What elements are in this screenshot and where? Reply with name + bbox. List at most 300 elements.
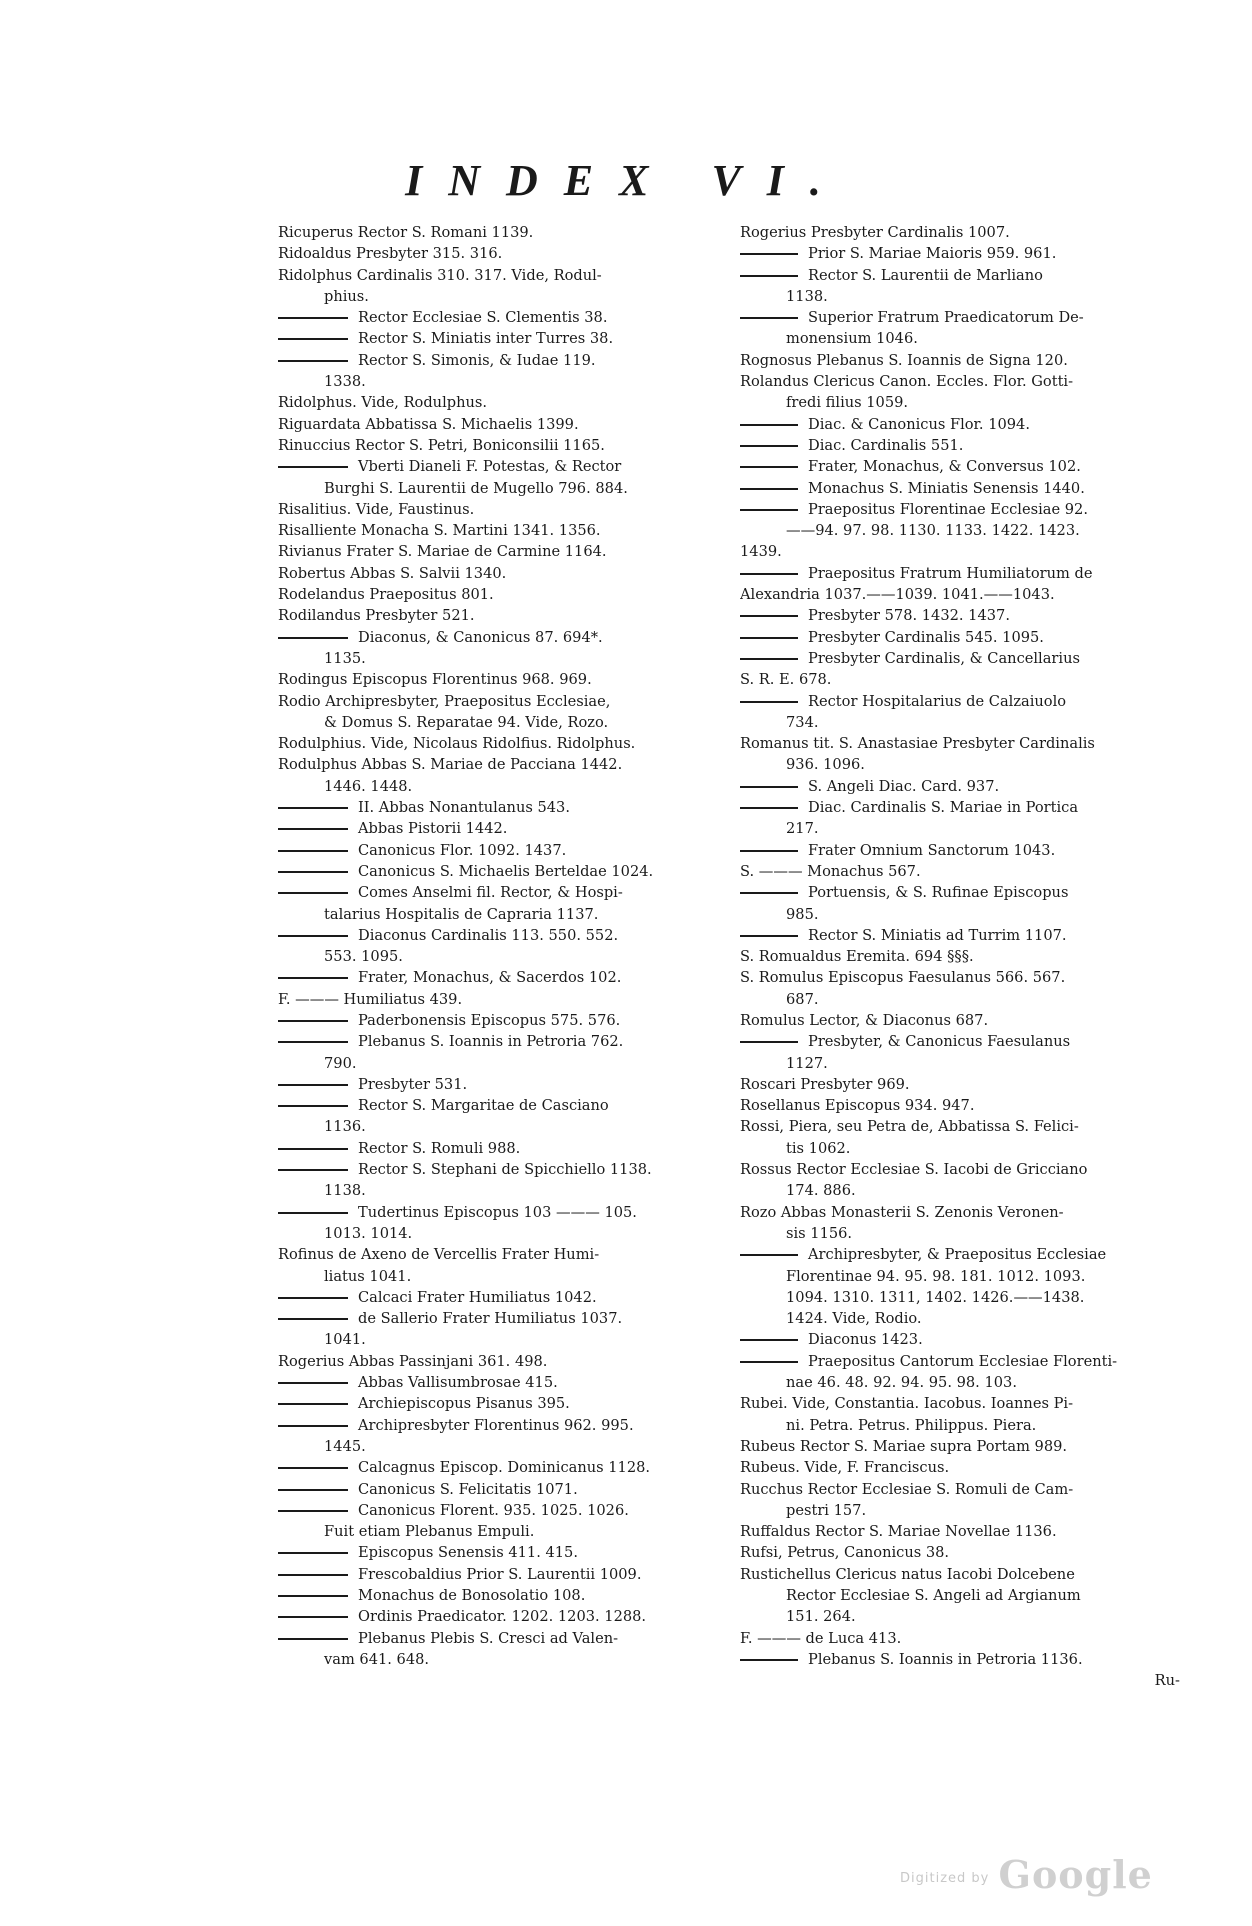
index-entry — [278, 350, 718, 371]
index-entry-text: 1338. — [324, 373, 366, 391]
index-entry-text: Florentinae 94. 95. 98. 181. 1012. 1093. — [786, 1267, 1086, 1285]
ditto-rule — [740, 573, 798, 575]
index-entry-text: 217. — [786, 820, 819, 838]
index-entry — [740, 776, 1180, 797]
index-entry-text: 1138. — [786, 287, 828, 305]
index-entry — [278, 1266, 718, 1287]
index-entry-text: Risalliente Monacha S. Martini 1341. 1356. — [278, 522, 601, 540]
ditto-rule — [278, 1084, 348, 1086]
index-entry-text: 985. — [786, 905, 819, 923]
index-entry — [740, 1585, 1180, 1606]
ditto-rule — [740, 253, 798, 255]
index-entry-text: Rossi, Piera, seu Petra de, Abbatissa S. Felici- — [740, 1118, 1079, 1136]
index-entry-text: 1136. — [324, 1118, 366, 1136]
index-entry-text: Monachus de Bonosolatio 108. — [358, 1587, 586, 1604]
index-entry-text: 687. — [786, 990, 819, 1008]
index-entry-text: Rucchus Rector Ecclesiae S. Romuli de Cam- — [740, 1480, 1074, 1498]
ditto-rule — [278, 828, 348, 830]
index-entry — [740, 307, 1180, 328]
index-entry — [740, 1479, 1180, 1500]
index-entry-text: Riguardata Abbatissa S. Michaelis 1399. — [278, 415, 579, 433]
index-entry-text: Paderbonensis Episcopus 575. 576. — [358, 1011, 621, 1029]
index-entry-text: Canonicus S. Felicitatis 1071. — [358, 1480, 578, 1498]
watermark-text: Digitized by — [900, 1871, 990, 1886]
index-entry-text: Presbyter 531. — [358, 1075, 468, 1093]
index-entry — [740, 1457, 1180, 1478]
ditto-rule — [740, 850, 798, 852]
index-entry — [740, 499, 1180, 520]
index-entry-text: vam 641. 648. — [324, 1650, 430, 1668]
index-entry-text: Canonicus Flor. 1092. 1437. — [358, 841, 567, 859]
index-entry — [740, 286, 1180, 307]
index-entry — [278, 691, 718, 712]
index-entry-text: Portuensis, & S. Rufinae Episcopus — [808, 884, 1069, 902]
index-entry — [740, 584, 1180, 605]
index-entry-text: Diaconus, & Canonicus 87. 694*. — [358, 628, 603, 646]
index-entry-text: Presbyter 578. 1432. 1437. — [808, 607, 1010, 625]
index-entry-text: Plebanus S. Ioannis in Petroria 1136. — [808, 1650, 1083, 1668]
index-entry-text: phius. — [324, 287, 369, 305]
index-entry-text: Calcagnus Episcop. Dominicanus 1128. — [358, 1459, 651, 1477]
ditto-rule — [740, 445, 798, 447]
index-entry — [740, 1244, 1180, 1265]
index-entry-text: Presbyter Cardinalis 545. 1095. — [808, 628, 1044, 646]
index-entry-text: Calcaci Frater Humiliatus 1042. — [358, 1288, 597, 1306]
index-entry — [278, 989, 718, 1010]
index-entry — [740, 1436, 1180, 1457]
index-entry — [740, 989, 1180, 1010]
index-entry — [740, 1500, 1180, 1521]
index-entry — [278, 818, 718, 839]
index-entry-text: S. R. E. 678. — [740, 671, 832, 689]
index-entry — [740, 1521, 1180, 1542]
index-entry-text: Abbas Vallisumbrosae 415. — [358, 1374, 558, 1392]
index-entry-text: Archipresbyter Florentinus 962. 995. — [358, 1416, 634, 1434]
index-entry — [740, 1308, 1180, 1329]
index-entry-text: S. ——— Monachus 567. — [740, 862, 921, 880]
index-entry-text: Rector Hospitalarius de Calzaiuolo — [808, 692, 1067, 710]
index-entry-text: Risalitius. Vide, Faustinus. — [278, 500, 475, 518]
index-entry-text: 1138. — [324, 1182, 366, 1200]
index-entry — [278, 861, 718, 882]
index-entry — [278, 584, 718, 605]
index-entry — [278, 414, 718, 435]
index-entry — [278, 435, 718, 456]
index-entry-text: Rodulphus Abbas S. Mariae de Pacciana 1442. — [278, 756, 623, 774]
ditto-rule — [278, 360, 348, 362]
index-entry — [740, 1116, 1180, 1137]
index-entry — [278, 1500, 718, 1521]
index-entry — [740, 520, 1180, 541]
index-entry-text: Rufsi, Petrus, Canonicus 38. — [740, 1544, 950, 1562]
ditto-rule — [740, 466, 798, 468]
ditto-rule — [740, 509, 798, 511]
index-entry-text: ni. Petra. Petrus. Philippus. Piera. — [786, 1416, 1037, 1434]
index-entry-text: Rofinus de Axeno de Vercellis Frater Humi- — [278, 1246, 600, 1264]
index-entry — [278, 733, 718, 754]
index-entry-text: sis 1156. — [786, 1224, 853, 1242]
index-entry-text: 1135. — [324, 649, 366, 667]
ditto-rule — [740, 807, 798, 809]
index-entry-text: 790. — [324, 1054, 357, 1072]
ditto-rule — [278, 1510, 348, 1512]
index-entry — [740, 904, 1180, 925]
index-entry-text: Rivianus Frater S. Mariae de Carmine 1164. — [278, 543, 607, 561]
index-entry-text: Robertus Abbas S. Salvii 1340. — [278, 564, 507, 582]
index-entry — [740, 797, 1180, 818]
index-entry — [278, 1074, 718, 1095]
watermark-brand: Google — [998, 1852, 1153, 1897]
index-entry-text: Ridolphus. Vide, Rodulphus. — [278, 394, 488, 412]
digitized-watermark — [900, 1852, 1153, 1897]
index-entry-text: Rector S. Miniatis inter Turres 38. — [358, 330, 614, 348]
index-entry — [278, 1415, 718, 1436]
index-entry — [278, 1308, 718, 1329]
index-entry-text: Burghi S. Laurentii de Mugello 796. 884. — [324, 479, 628, 497]
index-entry-text: Ordinis Praedicator. 1202. 1203. 1288. — [358, 1608, 647, 1626]
index-entry — [740, 925, 1180, 946]
ditto-rule — [278, 871, 348, 873]
index-entry — [278, 627, 718, 648]
index-entry-text: Diaconus 1423. — [808, 1331, 923, 1349]
index-entry — [278, 712, 718, 733]
index-entry — [740, 456, 1180, 477]
index-entry — [740, 1159, 1180, 1180]
index-entry — [740, 414, 1180, 435]
index-entry-text: Canonicus Florent. 935. 1025. 1026. — [358, 1501, 629, 1519]
ditto-rule — [740, 1659, 798, 1661]
index-entry — [278, 669, 718, 690]
index-entry — [740, 861, 1180, 882]
index-entry — [740, 1074, 1180, 1095]
index-entry — [278, 776, 718, 797]
ditto-rule — [740, 317, 798, 319]
index-entry — [278, 1244, 718, 1265]
index-entry — [278, 456, 718, 477]
index-entry — [278, 1351, 718, 1372]
index-entry — [740, 754, 1180, 775]
ditto-rule — [278, 1403, 348, 1405]
index-entry — [278, 840, 718, 861]
index-entry-text: Ricuperus Rector S. Romani 1139. — [278, 224, 534, 241]
index-entry-text: S. Angeli Diac. Card. 937. — [808, 777, 1000, 795]
index-entry-text: 936. 1096. — [786, 756, 865, 774]
index-entry-text: pestri 157. — [786, 1501, 867, 1519]
index-entry — [740, 669, 1180, 690]
ditto-rule — [740, 615, 798, 617]
index-entry-text: 1439. — [740, 543, 782, 561]
index-entry-text: Episcopus Senensis 411. 415. — [358, 1544, 578, 1562]
index-entry — [740, 882, 1180, 903]
index-entry — [278, 1287, 718, 1308]
index-entry-text: Rector S. Romuli 988. — [358, 1139, 521, 1157]
index-entry-text: Archipresbyter, & Praepositus Ecclesiae — [808, 1246, 1107, 1264]
index-entry — [278, 541, 718, 562]
index-entry — [278, 1564, 718, 1585]
index-entry — [278, 563, 718, 584]
index-entry — [740, 733, 1180, 754]
index-entry-text: Rodilandus Presbyter 521. — [278, 607, 475, 625]
index-entry-text: Ridoaldus Presbyter 315. 316. — [278, 245, 503, 263]
index-entry — [740, 1095, 1180, 1116]
index-entry-text: Comes Anselmi fil. Rector, & Hospi- — [358, 884, 623, 902]
ditto-rule — [740, 786, 798, 788]
index-entry-text: S. Romualdus Eremita. 694 §§§. — [740, 948, 974, 966]
index-entry — [740, 1670, 1180, 1691]
ditto-rule — [278, 977, 348, 979]
index-entry-text: Frescobaldius Prior S. Laurentii 1009. — [358, 1565, 642, 1583]
index-entry-text: Roscari Presbyter 969. — [740, 1075, 910, 1093]
index-entry-text: S. Romulus Episcopus Faesulanus 566. 567. — [740, 969, 1066, 987]
ditto-rule — [278, 1105, 348, 1107]
index-entry — [278, 1223, 718, 1244]
index-entry-text: Frater, Monachus, & Conversus 102. — [808, 458, 1081, 476]
index-entry-text: Vberti Dianeli F. Potestas, & Rector — [358, 458, 622, 476]
index-entry — [740, 1053, 1180, 1074]
index-entry-text: 1041. — [324, 1331, 366, 1349]
ditto-rule — [278, 935, 348, 937]
index-entry — [278, 754, 718, 775]
index-entry — [740, 1393, 1180, 1414]
index-entry-text: Archiepiscopus Pisanus 395. — [358, 1395, 570, 1413]
index-entry — [740, 1266, 1180, 1287]
ditto-rule — [278, 317, 348, 319]
index-entry — [740, 648, 1180, 669]
index-entry — [278, 797, 718, 818]
index-entry — [278, 904, 718, 925]
index-entry — [740, 1202, 1180, 1223]
ditto-rule — [278, 637, 348, 639]
index-entry-text: Praepositus Florentinae Ecclesiae 92. — [808, 500, 1088, 518]
index-entry-text: Praepositus Cantorum Ecclesiae Florenti- — [808, 1352, 1118, 1370]
index-entry-text: Frater Omnium Sanctorum 1043. — [808, 841, 1056, 859]
ditto-rule — [740, 1254, 798, 1256]
index-entry-text: Rector S. Stephani de Spicchiello 1138. — [358, 1161, 652, 1179]
ditto-rule — [278, 1169, 348, 1171]
index-entry-text: Rodio Archipresbyter, Praepositus Ecclesiae, — [278, 692, 611, 710]
index-entry-text: Rodelandus Praepositus 801. — [278, 586, 494, 604]
ditto-rule — [740, 424, 798, 426]
index-entry — [278, 882, 718, 903]
ditto-rule — [740, 892, 798, 894]
index-entry-text: de Sallerio Frater Humiliatus 1037. — [358, 1310, 623, 1328]
ditto-rule — [740, 701, 798, 703]
index-entry — [278, 1479, 718, 1500]
index-entry — [740, 1287, 1180, 1308]
index-entry-text: Rognosus Plebanus S. Ioannis de Signa 120. — [740, 351, 1068, 369]
index-entry — [278, 1159, 718, 1180]
index-entry — [740, 1372, 1180, 1393]
index-entry-text: Rozo Abbas Monasterii S. Zenonis Veronen- — [740, 1203, 1064, 1221]
ditto-rule — [278, 1467, 348, 1469]
index-entry — [740, 1329, 1180, 1350]
index-entry-text: tis 1062. — [786, 1139, 851, 1157]
index-entry-text: Rector S. Laurentii de Marliano — [808, 266, 1043, 284]
index-entry-text: Diaconus Cardinalis 113. 550. 552. — [358, 926, 619, 944]
index-entry-text: Rossus Rector Ecclesiae S. Iacobi de Gricciano — [740, 1161, 1088, 1179]
index-entry-text: Diac. & Canonicus Flor. 1094. — [808, 415, 1030, 433]
index-entry — [740, 1628, 1180, 1649]
index-entry-text: Rubeus. Vide, F. Franciscus. — [740, 1459, 950, 1477]
index-entry-text: Frater, Monachus, & Sacerdos 102. — [358, 969, 622, 987]
index-entry-text: Monachus S. Miniatis Senensis 1440. — [808, 479, 1085, 497]
index-entry — [740, 1606, 1180, 1627]
ditto-rule — [278, 1574, 348, 1576]
index-entry — [740, 1180, 1180, 1201]
index-entry-text: 1446. 1448. — [324, 777, 413, 795]
index-entry-text: Rodingus Episcopus Florentinus 968. 969. — [278, 671, 592, 689]
ditto-rule — [740, 637, 798, 639]
index-entry — [278, 243, 718, 264]
ditto-rule — [278, 1041, 348, 1043]
index-entry-text: Diac. Cardinalis S. Mariae in Portica — [808, 799, 1079, 817]
index-entry — [278, 1329, 718, 1350]
index-entry — [278, 1010, 718, 1031]
ditto-rule — [278, 1148, 348, 1150]
ditto-rule — [740, 658, 798, 660]
index-entry-text: Rinuccius Rector S. Petri, Boniconsilii 1165. — [278, 436, 605, 454]
ditto-rule — [278, 807, 348, 809]
index-entry-text: monensium 1046. — [786, 330, 918, 348]
index-entry — [278, 1116, 718, 1137]
index-entry-text: Rubei. Vide, Constantia. Iacobus. Ioannes Pi- — [740, 1395, 1073, 1413]
page-title: INDEX VI. — [405, 156, 847, 205]
index-entry — [740, 1031, 1180, 1052]
index-entry — [278, 1095, 718, 1116]
index-entry-text: 1445. — [324, 1437, 366, 1455]
index-entry — [278, 392, 718, 413]
index-entry-text: Alexandria 1037.——1039. 1041.——1043. — [740, 586, 1055, 604]
index-entry — [278, 1202, 718, 1223]
index-entry — [278, 1053, 718, 1074]
index-entry — [278, 499, 718, 520]
ditto-rule — [278, 1297, 348, 1299]
index-entry — [740, 222, 1180, 243]
index-entry — [740, 967, 1180, 988]
index-entry — [740, 946, 1180, 967]
index-entry-text: nae 46. 48. 92. 94. 95. 98. 103. — [786, 1374, 1017, 1392]
index-entry — [740, 243, 1180, 264]
index-entry-text: Presbyter Cardinalis, & Cancellarius — [808, 649, 1080, 667]
index-entry — [740, 265, 1180, 286]
index-entry — [278, 1649, 718, 1670]
index-entry — [278, 520, 718, 541]
ditto-rule — [278, 1318, 348, 1320]
index-entry-text: Romanus tit. S. Anastasiae Presbyter Cardinalis — [740, 735, 1095, 753]
index-entry — [278, 1457, 718, 1478]
index-entry — [278, 478, 718, 499]
index-entry-text: Tudertinus Episcopus 103 ——— 105. — [358, 1203, 637, 1221]
index-entry — [278, 925, 718, 946]
index-entry — [278, 1436, 718, 1457]
ditto-rule — [278, 1552, 348, 1554]
index-entry — [740, 371, 1180, 392]
index-entry-text: 734. — [786, 713, 819, 731]
index-entry — [740, 350, 1180, 371]
ditto-rule — [278, 892, 348, 894]
index-entry — [740, 1223, 1180, 1244]
ditto-rule — [740, 1361, 798, 1363]
index-entry — [278, 648, 718, 669]
index-entry-text: Prior S. Mariae Maioris 959. 961. — [808, 245, 1057, 263]
index-entry — [278, 265, 718, 286]
index-entry — [740, 712, 1180, 733]
index-entry-text: Rector S. Simonis, & Iudae 119. — [358, 351, 596, 369]
ditto-rule — [278, 1616, 348, 1618]
index-entry-text: talarius Hospitalis de Capraria 1137. — [324, 905, 599, 923]
index-entry-text: Canonicus S. Michaelis Berteldae 1024. — [358, 862, 654, 880]
ditto-rule — [740, 1041, 798, 1043]
index-entry-text: Rogerius Presbyter Cardinalis 1007. — [740, 224, 1010, 241]
index-entry-text: Fuit etiam Plebanus Empuli. — [324, 1523, 535, 1541]
index-entry — [740, 478, 1180, 499]
index-entry — [740, 435, 1180, 456]
index-entry-text: Rector S. Margaritae de Casciano — [358, 1097, 609, 1115]
index-entry-text: Diac. Cardinalis 551. — [808, 436, 964, 454]
index-entry — [278, 1585, 718, 1606]
index-entry — [278, 307, 718, 328]
index-entry — [278, 286, 718, 307]
index-entry-text: 174. 886. — [786, 1182, 856, 1200]
index-entry-text: II. Abbas Nonantulanus 543. — [358, 799, 570, 817]
index-entry-text: Plebanus S. Ioannis in Petroria 762. — [358, 1033, 624, 1051]
index-entry-text: Ruffaldus Rector S. Mariae Novellae 1136. — [740, 1523, 1057, 1541]
index-entry-text: fredi filius 1059. — [786, 394, 909, 412]
index-entry — [740, 392, 1180, 413]
index-entry-text: Superior Fratrum Praedicatorum De- — [808, 309, 1084, 327]
index-entry — [740, 1649, 1180, 1670]
index-entry — [278, 1138, 718, 1159]
ditto-rule — [278, 1595, 348, 1597]
ditto-rule — [278, 1489, 348, 1491]
index-entry — [740, 818, 1180, 839]
ditto-rule — [740, 1339, 798, 1341]
index-entry-text: 1013. 1014. — [324, 1224, 413, 1242]
index-entry — [278, 967, 718, 988]
index-entry — [278, 328, 718, 349]
index-entry — [278, 1031, 718, 1052]
index-entry-text: liatus 1041. — [324, 1267, 412, 1285]
index-column-left — [278, 222, 718, 1670]
index-entry — [278, 946, 718, 967]
index-entry-text: Rubeus Rector S. Mariae supra Portam 989. — [740, 1437, 1068, 1455]
index-entry-text: 1424. Vide, Rodio. — [786, 1310, 922, 1328]
ditto-rule — [278, 338, 348, 340]
index-entry — [278, 1542, 718, 1563]
index-entry-text: Rosellanus Episcopus 934. 947. — [740, 1097, 975, 1115]
index-entry-text: Ru- — [1154, 1672, 1180, 1690]
index-entry — [740, 840, 1180, 861]
index-entry-text: Rustichellus Clericus natus Iacobi Dolcebene — [740, 1565, 1075, 1583]
index-entry-text: Rolandus Clericus Canon. Eccles. Flor. Gotti- — [740, 373, 1074, 391]
index-entry — [278, 1606, 718, 1627]
index-entry — [740, 1564, 1180, 1585]
index-entry-text: Rector Ecclesiae S. Clementis 38. — [358, 309, 608, 327]
index-entry-text: Ridolphus Cardinalis 310. 317. Vide, Rodul- — [278, 266, 602, 284]
index-entry-text: 1094. 1310. 1311, 1402. 1426.——1438. — [786, 1288, 1085, 1306]
index-entry-text: Rector S. Miniatis ad Turrim 1107. — [808, 926, 1067, 944]
index-entry — [278, 1628, 718, 1649]
index-entry — [278, 605, 718, 626]
index-entry-text: Presbyter, & Canonicus Faesulanus — [808, 1033, 1071, 1051]
index-entry — [740, 1415, 1180, 1436]
index-entry — [740, 1138, 1180, 1159]
index-entry-text: Rogerius Abbas Passinjani 361. 498. — [278, 1352, 548, 1370]
index-entry — [740, 1010, 1180, 1031]
index-entry-text: 151. 264. — [786, 1608, 856, 1626]
index-entry — [278, 1393, 718, 1414]
ditto-rule — [278, 1425, 348, 1427]
